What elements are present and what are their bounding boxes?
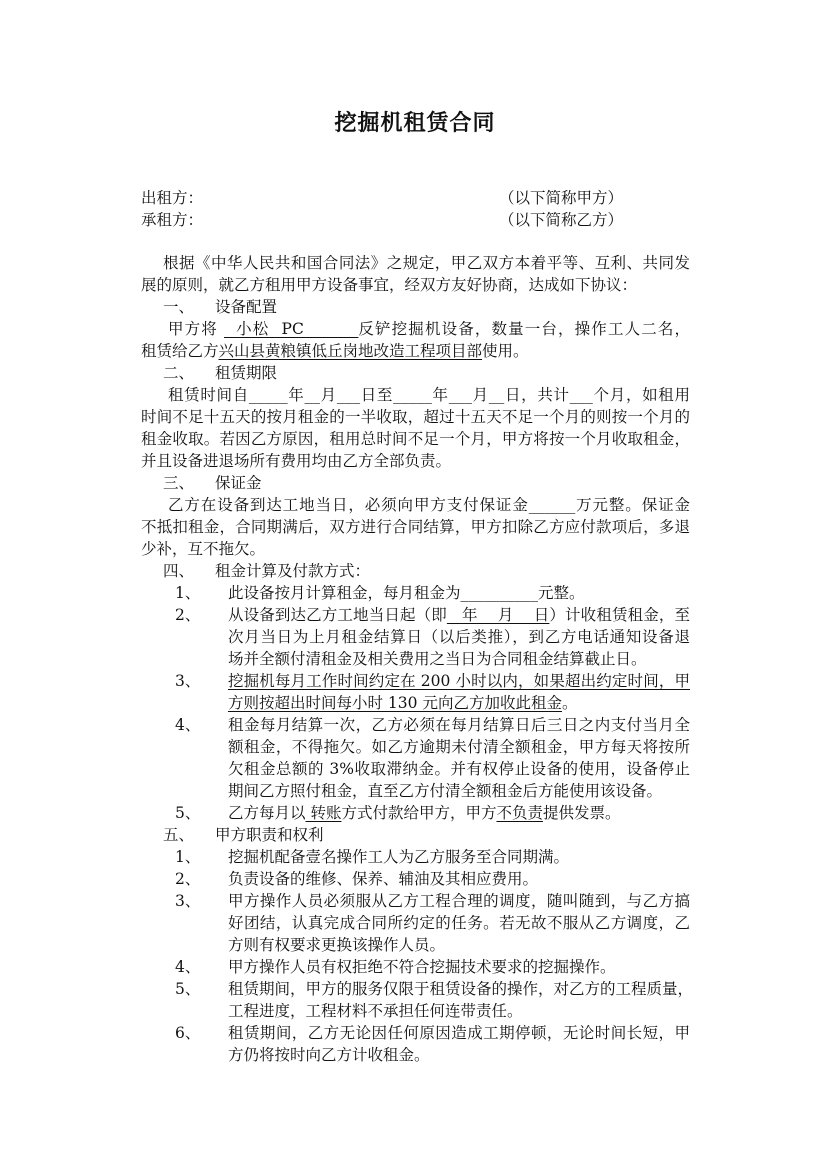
clause-number: 2、 <box>175 870 201 888</box>
lessor-label: 出租方： <box>141 189 204 207</box>
text-segment: 。 <box>561 694 578 712</box>
text-segment: 甲方将 <box>168 320 224 338</box>
clause-number: 1、 <box>175 848 201 866</box>
lessee-line <box>141 208 624 230</box>
text-segment: 租赁期间，乙方无论因任何原因造成工期停顿，无论时间长短，甲 <box>228 1024 690 1042</box>
clause-number: 3、 <box>175 672 201 690</box>
underlined-fill-text: 转账 <box>305 804 342 822</box>
text-line <box>141 1044 690 1066</box>
clause-item <box>141 846 690 868</box>
text-segment: 根据《中华人民共和国合同法》之规定，甲乙双方本着平等、互利、共同发 <box>163 254 690 272</box>
text-segment: 此设备按月计算租金，每月租金为__________元整。 <box>228 584 585 602</box>
text-line <box>141 626 690 648</box>
section-heading <box>141 560 690 582</box>
text-segment: 好团结，认真完成合同所约定的任务。若无故不服从乙方调度，乙 <box>228 914 690 932</box>
clause-number: 2、 <box>175 606 201 624</box>
text-segment: 反铲挖掘机设备，数量一台，操作工人二名， <box>358 320 690 338</box>
clause-number: 1、 <box>175 584 201 602</box>
clause-item <box>141 1022 690 1044</box>
text-segment: 方式付款给甲方，甲方 <box>341 804 497 822</box>
clause-item <box>141 890 690 912</box>
text-line <box>141 428 690 450</box>
clause-number: 6、 <box>175 1024 201 1042</box>
text-segment: 乙方在设备到达工地当日，必须向甲方支付保证金______万元整。保证金 <box>168 496 690 514</box>
underlined-fill-text: 小松 PC <box>223 320 359 338</box>
text-line <box>141 758 690 780</box>
clause-number: 4、 <box>175 716 201 734</box>
text-segment: 并且设备进退场所有费用均由乙方全部负责。 <box>141 452 452 470</box>
text-segment: 次月当日为上月租金结算日（以后类推），到乙方电话通知设备退 <box>228 628 690 646</box>
text-segment: 租金收取。若因乙方原因，租用总时间不足一个月，甲方将按一个月收取租金， <box>141 430 690 448</box>
text-segment: 租金每月结算一次，乙方必须在每月结算日后三日之内支付当月全 <box>228 716 690 734</box>
text-segment: 时间不足十五天的按月租金的一半收取，超过十五天不足一个月的则按一个月的 <box>141 408 690 426</box>
text-line <box>141 692 690 714</box>
text-segment: 方仍将按时向乙方计收租金。 <box>228 1046 430 1064</box>
text-segment: 额租金，不得拖欠。如乙方逾期未付清全额租金，甲方每天将按所 <box>228 738 690 756</box>
text-segment: 提供发票。 <box>542 804 621 822</box>
text-segment: 租赁期间，甲方的服务仅限于租赁设备的操作，对乙方的工程质量， <box>228 980 694 998</box>
text-line <box>141 384 690 406</box>
clause-number: 四、 <box>163 562 195 580</box>
clause-number: 5、 <box>175 980 201 998</box>
clause-number: 4、 <box>175 958 201 976</box>
clause-item <box>141 714 690 736</box>
text-line <box>141 736 690 758</box>
text-segment: 从设备到达乙方工地当日起（即 <box>228 606 447 624</box>
lessor-note: （以下简称甲方） <box>499 189 624 207</box>
lessee-label: 承租方： <box>141 211 204 229</box>
underlined-fill-text: 不负责 <box>496 804 543 822</box>
text-line <box>141 494 690 516</box>
underlined-fill-text: 年 月 日 <box>446 606 550 624</box>
text-line <box>141 318 690 340</box>
text-segment: 挖掘机配备壹名操作工人为乙方服务至合同期满。 <box>228 848 570 866</box>
clause-number: 二、 <box>163 364 195 382</box>
lessee-note: （以下简称乙方） <box>499 211 624 229</box>
clause-item <box>141 670 690 692</box>
clause-number: 一、 <box>163 298 195 316</box>
text-segment: 场并全额付清租金及相关费用之当日为合同租金结算截止日。 <box>228 650 647 668</box>
text-segment: 租金计算及付款方式： <box>215 562 371 580</box>
text-line <box>141 406 690 428</box>
section-heading <box>141 472 690 494</box>
text-line <box>141 450 690 472</box>
text-segment: 方则有权要求更换该操作人员。 <box>228 936 446 954</box>
clause-number: 5、 <box>175 804 201 822</box>
clause-item <box>141 582 690 604</box>
text-segment: 少补，互不拖欠。 <box>141 540 266 558</box>
text-segment: 租赁期限 <box>215 364 278 382</box>
section-heading <box>141 362 690 384</box>
underlined-fill-text: 方则按超出时间每小时 130 元向乙方加收此租金 <box>228 694 562 712</box>
text-line <box>141 648 690 670</box>
text-line <box>141 274 690 296</box>
text-segment: 使用。 <box>482 342 529 360</box>
text-segment: 甲方操作人员必须服从乙方工程合理的调度，随叫随到，与乙方搞 <box>228 892 690 910</box>
text-segment: 不抵扣租金，合同期满后，双方进行合同结算，甲方扣除乙方应付款项后，多退 <box>141 518 690 536</box>
text-segment: 欠租金总额的 3%收取滞纳金。并有权停止设备的使用，设备停止 <box>228 760 690 778</box>
section-heading <box>141 824 690 846</box>
text-segment: 租赁给乙方 <box>141 342 219 360</box>
text-segment: 负责设备的维修、保养、辅油及其相应费用。 <box>228 870 539 888</box>
document-title: 挖掘机租赁合同 <box>334 110 496 136</box>
clause-item <box>141 956 690 978</box>
underlined-fill-text: 兴山县黄粮镇低丘岗地改造工程项目部 <box>218 342 483 360</box>
clause-item <box>141 802 690 824</box>
text-line <box>141 934 690 956</box>
text-segment: 甲方职责和权利 <box>215 826 324 844</box>
text-segment: 甲方操作人员有权拒绝不符合挖掘技术要求的挖掘操作。 <box>228 958 616 976</box>
section-heading <box>141 296 690 318</box>
text-segment: 工程进度，工程材料不承担任何连带责任。 <box>228 1002 523 1020</box>
text-segment: 乙方每月以 <box>228 804 306 822</box>
text-line <box>141 912 690 934</box>
clause-number: 3、 <box>175 892 201 910</box>
text-line <box>141 1000 690 1022</box>
text-segment: 设备配置 <box>215 298 278 316</box>
text-segment: 租赁时间自_____年__月___日至_____年___月__日，共计___个月，如租用 <box>168 386 690 404</box>
underlined-fill-text: 挖掘机每月工作时间约定在 200 小时以内，如果超出约定时间，甲 <box>228 672 690 690</box>
text-line <box>141 538 690 560</box>
text-line <box>141 516 690 538</box>
clause-item <box>141 604 690 626</box>
text-line <box>141 340 690 362</box>
text-segment: 保证金 <box>215 474 262 492</box>
text-segment: 展的原则，就乙方租用甲方设备事宜，经双方友好协商，达成如下协议： <box>141 276 638 294</box>
lessor-line <box>141 186 624 208</box>
text-line <box>141 252 690 274</box>
contract-body <box>141 252 694 1066</box>
text-line <box>141 780 690 802</box>
clause-number: 五、 <box>163 826 195 844</box>
clause-item <box>141 978 694 1000</box>
clause-item <box>141 868 690 890</box>
text-segment: 期间乙方照付租金，直至乙方付清全额租金后方能使用该设备。 <box>228 782 663 800</box>
text-segment: ）计收租赁租金，至 <box>549 606 690 624</box>
clause-number: 三、 <box>163 474 195 492</box>
